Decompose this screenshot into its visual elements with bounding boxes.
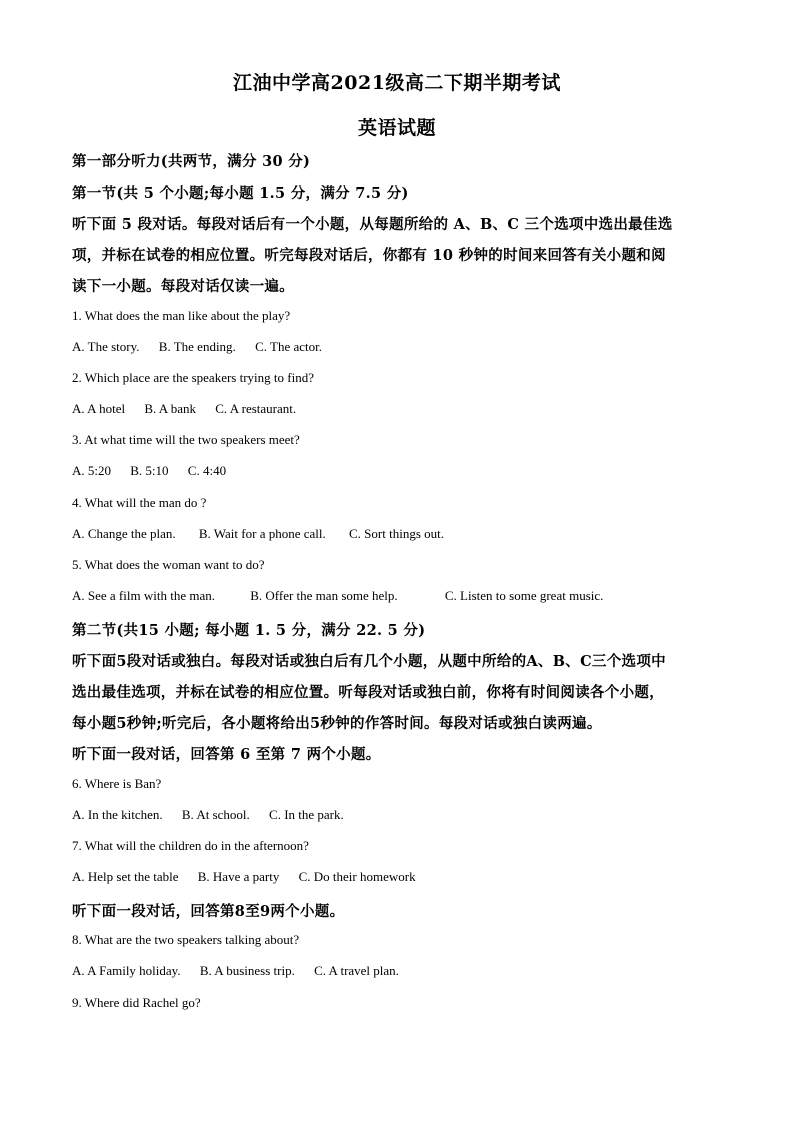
section2-instruction-line: 选出最佳选项，并标在试卷的相应位置。听每段对话或独白前，你将有时间阅读各个小题， (72, 684, 664, 701)
option-c: C. A travel plan. (314, 963, 399, 978)
option-b: B. The ending. (158, 339, 236, 354)
question-3-options (72, 463, 732, 479)
group2-heading: 听下面一段对话，回答第8至9两个小题。 (72, 903, 345, 920)
option-c: C. A restaurant. (215, 401, 297, 416)
option-a: A. A hotel (72, 401, 126, 416)
question-5-options (72, 588, 732, 604)
question-9: 9. Where did Rachel go? (72, 995, 201, 1010)
option-a: A. A Family holiday. (72, 963, 181, 978)
section1-instruction-line: 听下面 5 段对话。每段对话后有一个小题，从每题所给的 A、B、C 三个选项中选出最佳选 (72, 216, 673, 233)
question-6: 6. Where is Ban? (72, 776, 162, 791)
option-b: B. Offer the man some help. (250, 588, 398, 603)
question-1-options (72, 339, 732, 355)
option-b: B. A business trip. (199, 963, 295, 978)
option-a: A. 5:20 (72, 463, 111, 478)
part1-heading: 第一部分听力(共两节，满分 30 分) (72, 153, 311, 170)
question-4-options (72, 526, 732, 542)
section2-heading: 第二节(共15 小题; 每小题 1. 5 分，满分 22. 5 分) (72, 622, 426, 639)
option-c: C. Do their homework (298, 869, 416, 884)
option-a: A. See a film with the man. (72, 588, 215, 603)
section2-instruction-line: 听下面5段对话或独白。每段对话或独白后有几个小题，从题中所给的A、B、C三个选项中 (72, 653, 666, 670)
option-c: C. In the park. (269, 807, 344, 822)
question-2: 2. Which place are the speakers trying to find? (72, 370, 314, 385)
section2-instruction-line: 每小题5秒钟;听完后，各小题将给出5秒钟的作答时间。每段对话或独白读两遍。 (72, 715, 602, 732)
option-c: C. Listen to some great music. (444, 588, 604, 603)
option-c: C. Sort things out. (349, 526, 444, 541)
question-8-options (72, 963, 732, 979)
section1-heading: 第一节(共 5 个小题;每小题 1.5 分，满分 7.5 分) (72, 185, 409, 202)
section1-instruction-line: 项，并标在试卷的相应位置。听完每段对话后，你都有 10 秒钟的时间来回答有关小题和阅 (72, 247, 666, 264)
question-7: 7. What will the children do in the afternoon? (72, 838, 309, 853)
option-b: B. 5:10 (130, 463, 169, 478)
option-a: A. Change the plan. (72, 526, 176, 541)
option-b: B. At school. (181, 807, 250, 822)
question-5: 5. What does the woman want to do? (72, 557, 265, 572)
section1-instruction-line: 读下一小题。每段对话仅读一遍。 (72, 278, 294, 295)
group1-heading: 听下面一段对话，回答第 6 至第 7 两个小题。 (72, 746, 381, 763)
question-6-options (72, 807, 732, 823)
option-c: C. The actor. (255, 339, 322, 354)
page-subtitle: 英语试题 (357, 117, 436, 139)
option-b: B. Have a party (197, 869, 280, 884)
question-8: 8. What are the two speakers talking about? (72, 932, 300, 947)
question-1: 1. What does the man like about the play? (72, 308, 291, 323)
option-a: A. In the kitchen. (72, 807, 163, 822)
question-2-options (72, 401, 732, 417)
question-3: 3. At what time will the two speakers meet? (72, 432, 300, 447)
option-a: A. The story. (72, 339, 140, 354)
option-c: C. 4:40 (187, 463, 227, 478)
option-b: B. Wait for a phone call. (198, 526, 326, 541)
question-4: 4. What will the man do ? (72, 495, 207, 510)
option-a: A. Help set the table (72, 869, 179, 884)
page-title: 江油中学高2021级高二下期半期考试 (233, 72, 561, 94)
question-7-options (72, 869, 732, 885)
option-b: B. A bank (144, 401, 196, 416)
